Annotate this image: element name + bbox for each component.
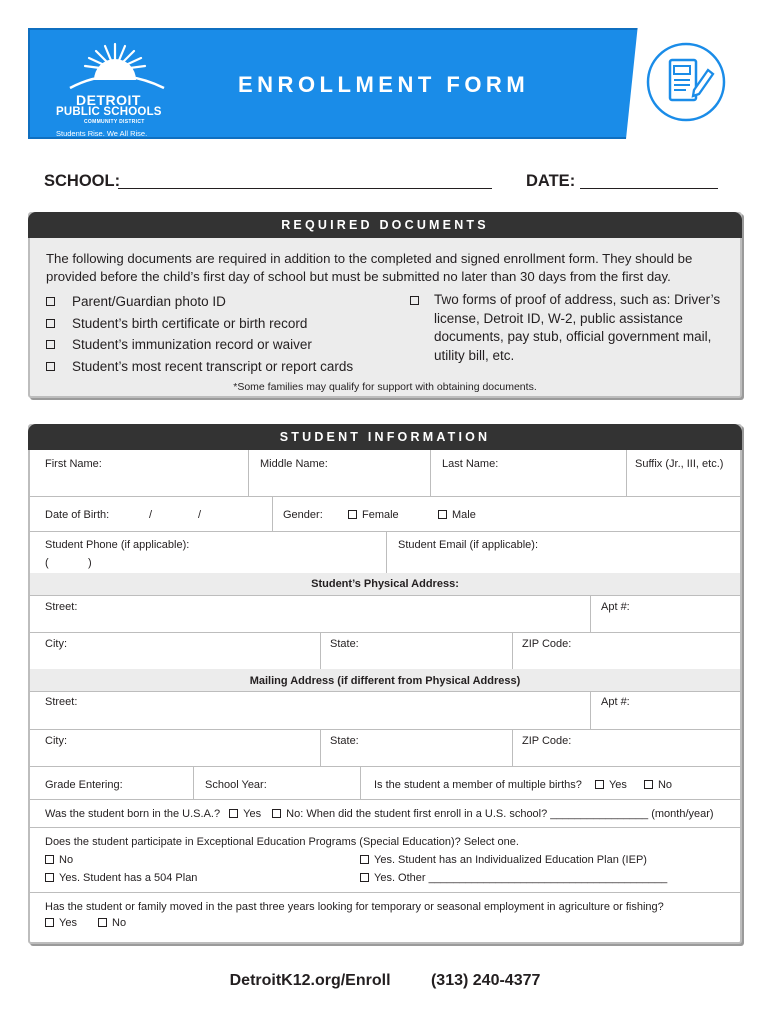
checkbox[interactable]: [98, 918, 107, 927]
divider: [386, 531, 387, 573]
divider: [512, 729, 513, 766]
migrant-question: Has the student or family moved in the past three years looking for temporary or seasonal employment in agriculture or fishing?: [45, 901, 664, 913]
checkbox[interactable]: [45, 855, 54, 864]
support-note: *Some families may qualify for support with obtaining documents.: [233, 381, 537, 393]
mailing-street-field[interactable]: Street:: [45, 696, 78, 708]
dob-field[interactable]: Date of Birth:: [45, 509, 110, 521]
list-item: [46, 313, 353, 335]
migrant-no[interactable]: [98, 917, 126, 929]
physical-city-field[interactable]: City:: [45, 638, 67, 650]
contact-phone: (313) 240-4377: [430, 972, 541, 989]
divider: [320, 729, 321, 766]
option-label: Yes. Student has a 504 Plan: [59, 872, 198, 884]
divider: [30, 496, 740, 497]
divider: [430, 450, 431, 496]
list-item: [46, 356, 353, 378]
option-label: Yes: [608, 779, 627, 791]
sped-504-option[interactable]: [45, 872, 197, 884]
grade-entering-field[interactable]: Grade Entering:: [45, 779, 123, 791]
list-item-label: Student’s most recent transcript or report cards: [72, 358, 354, 374]
divider: [30, 595, 740, 596]
logo-text-community-district: COMMUNITY DISTRICT: [84, 119, 145, 125]
divider: [30, 729, 740, 730]
mailing-apt-field[interactable]: Apt #:: [601, 696, 630, 708]
option-label: No: [59, 854, 74, 866]
checkbox[interactable]: [360, 873, 369, 882]
enroll-url-link[interactable]: DetroitK12.org/Enroll: [229, 972, 391, 989]
logo-text-detroit: DETROIT: [76, 92, 141, 108]
list-item-label: Student’s immunization record or waiver: [72, 337, 312, 352]
physical-address-heading: Student’s Physical Address:: [311, 578, 459, 590]
date-label: DATE:: [526, 172, 576, 190]
form-document-icon: [644, 40, 728, 124]
option-label: Male: [452, 509, 476, 521]
student-phone-field[interactable]: Student Phone (if applicable):: [45, 539, 190, 551]
divider: [193, 766, 194, 799]
proof-of-address-label: Two forms of proof of address, such as: Driver’s license, Detroit ID, W-2, public assistance documents, pay stub, official government mail, utility bill, etc.: [434, 292, 721, 363]
sped-iep-option[interactable]: [360, 854, 647, 866]
checkbox[interactable]: [360, 855, 369, 864]
migrant-yes[interactable]: [45, 917, 77, 929]
student-info-grid: [30, 450, 740, 942]
divider: [30, 892, 740, 893]
dob-separator: /: [198, 509, 202, 521]
checkbox[interactable]: [46, 340, 55, 349]
option-label: Female: [362, 509, 399, 521]
required-documents-intro: The following documents are required in addition to the completed and signed enrollment form. They should be provided before the child’s first day of school but must be submitted no later than 30 days from the first day.: [46, 251, 693, 284]
checkbox[interactable]: [229, 809, 238, 818]
phone-paren-close: ): [88, 557, 92, 569]
migrant-options: [45, 917, 126, 929]
question-label: Was the student born in the U.S.A.?: [45, 808, 221, 820]
divider: [512, 632, 513, 669]
footer: [0, 972, 770, 990]
sunrise-icon: [60, 40, 170, 92]
divider: [30, 799, 740, 800]
school-year-field[interactable]: School Year:: [205, 779, 267, 791]
student-information-heading: STUDENT INFORMATION: [28, 424, 742, 450]
suffix-field[interactable]: Suffix (Jr., III, etc.): [635, 458, 724, 470]
divider: [30, 766, 740, 767]
gender-female-option[interactable]: [348, 509, 399, 521]
list-item: [46, 334, 353, 356]
mailing-zip-field[interactable]: ZIP Code:: [522, 735, 572, 747]
header-banner: [28, 28, 742, 139]
required-documents-heading: REQUIRED DOCUMENTS: [28, 212, 742, 238]
divider: [248, 450, 249, 496]
school-input-line[interactable]: [118, 188, 492, 189]
special-education-question: Does the student participate in Exceptional Education Programs (Special Education)? Select one.: [45, 836, 519, 848]
born-usa-no[interactable]: [272, 808, 713, 820]
student-email-field[interactable]: Student Email (if applicable):: [398, 539, 539, 551]
divider: [626, 450, 627, 496]
divider: [590, 595, 591, 632]
sped-no-option[interactable]: [45, 854, 73, 866]
physical-zip-field[interactable]: ZIP Code:: [522, 638, 572, 650]
born-usa-yes[interactable]: [229, 808, 261, 820]
checkbox[interactable]: [46, 297, 55, 306]
checkbox[interactable]: [272, 809, 281, 818]
divider: [590, 691, 591, 729]
required-documents-section: [28, 212, 742, 398]
checkbox[interactable]: [644, 780, 653, 789]
form-title: ENROLLMENT FORM: [238, 72, 530, 97]
mailing-state-field[interactable]: State:: [330, 735, 359, 747]
option-label: Yes. Student has an Individualized Education Plan (IEP): [374, 854, 647, 866]
student-information-section: [28, 424, 742, 944]
question-label: Is the student a member of multiple births?: [374, 779, 582, 791]
gender-male-option[interactable]: [438, 509, 476, 521]
checkbox[interactable]: [46, 319, 55, 328]
required-documents-list: [46, 291, 353, 377]
phone-paren-open: (: [45, 557, 49, 569]
dob-separator: /: [149, 509, 153, 521]
physical-street-field[interactable]: Street:: [45, 601, 78, 613]
checkbox[interactable]: [46, 362, 55, 371]
divider: [360, 766, 361, 799]
middle-name-field[interactable]: Middle Name:: [260, 458, 328, 470]
physical-apt-field[interactable]: Apt #:: [601, 601, 630, 613]
divider: [30, 691, 740, 692]
option-label: No: [112, 917, 127, 929]
divider: [30, 827, 740, 828]
divider: [272, 496, 273, 531]
multiple-births-no[interactable]: [644, 779, 672, 791]
header-corner: [626, 28, 742, 139]
multiple-births-yes[interactable]: [595, 779, 627, 791]
divider: [30, 632, 740, 633]
checkbox[interactable]: [348, 510, 357, 519]
sped-other-option[interactable]: [360, 872, 667, 884]
multiple-births-question: [374, 779, 672, 791]
option-label: No: When did the student first enroll in a U.S. school? ________________ (month/year): [286, 808, 714, 820]
option-label: Yes. Other _______________________________________: [374, 872, 668, 884]
divider: [320, 632, 321, 669]
physical-state-field[interactable]: State:: [330, 638, 359, 650]
checkbox[interactable]: [45, 918, 54, 927]
list-item-label: Student’s birth certificate or birth record: [72, 315, 308, 331]
date-input-line[interactable]: [580, 188, 718, 189]
checkbox[interactable]: [595, 780, 604, 789]
school-label: SCHOOL:: [44, 172, 121, 190]
born-usa-question: [45, 808, 714, 820]
option-label: Yes: [243, 808, 262, 820]
option-label: No: [657, 779, 673, 791]
divider: [30, 531, 740, 532]
checkbox[interactable]: [410, 296, 419, 305]
list-item-label: Parent/Guardian photo ID: [72, 294, 226, 309]
last-name-field[interactable]: Last Name:: [442, 458, 499, 470]
checkbox[interactable]: [45, 873, 54, 882]
checkbox[interactable]: [438, 510, 447, 519]
gender-label: Gender:: [283, 509, 323, 521]
logo-tagline: Students Rise. We All Rise.: [56, 129, 148, 138]
mailing-address-heading: Mailing Address (if different from Physical Address): [249, 675, 521, 687]
mailing-city-field[interactable]: City:: [45, 735, 67, 747]
list-item: [46, 291, 353, 313]
district-logo: [50, 40, 190, 138]
first-name-field[interactable]: First Name:: [45, 458, 102, 470]
logo-text-public-schools: PUBLIC SCHOOLS: [56, 106, 162, 118]
option-label: Yes: [59, 917, 77, 929]
